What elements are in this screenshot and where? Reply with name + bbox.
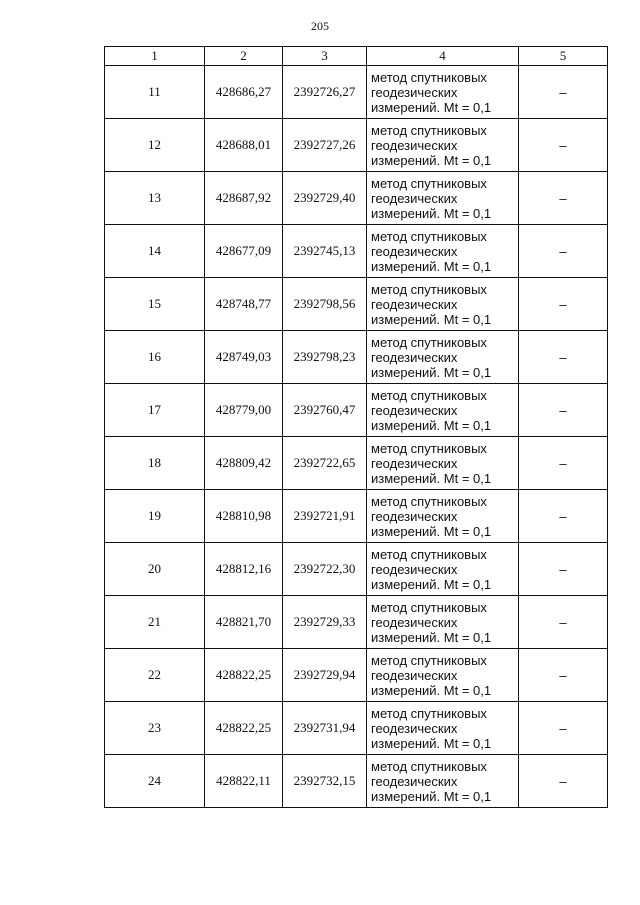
method-cell: [367, 437, 519, 490]
y-coordinate-cell: 2392729,40: [283, 172, 367, 225]
y-coordinate-cell: 2392798,56: [283, 278, 367, 331]
note-cell: –: [519, 384, 608, 437]
method-cell: [367, 649, 519, 702]
y-coordinate-cell: 2392729,94: [283, 649, 367, 702]
method-line: геодезических: [371, 402, 458, 418]
note-cell: –: [519, 649, 608, 702]
method-cell: [367, 172, 519, 225]
column-header: 4: [367, 47, 519, 66]
table-row: [105, 755, 608, 808]
method-line: геодезических: [371, 137, 458, 153]
method-line: метод спутниковых: [371, 387, 487, 403]
note-cell: –: [519, 278, 608, 331]
point-number-cell: 16: [105, 331, 205, 384]
method-line: метод спутниковых: [371, 175, 487, 191]
method-line: геодезических: [371, 614, 458, 630]
method-line: измерений. Mt = 0,1: [371, 629, 492, 645]
x-coordinate-cell: 428748,77: [205, 278, 283, 331]
method-cell: [367, 225, 519, 278]
method-cell: [367, 331, 519, 384]
note-cell: –: [519, 172, 608, 225]
point-number-cell: 21: [105, 596, 205, 649]
x-coordinate-cell: 428822,25: [205, 702, 283, 755]
method-line: метод спутниковых: [371, 546, 487, 562]
method-cell: [367, 66, 519, 119]
page-number: 205: [311, 19, 329, 33]
point-number-cell: 12: [105, 119, 205, 172]
y-coordinate-cell: 2392729,33: [283, 596, 367, 649]
note-cell: –: [519, 755, 608, 808]
x-coordinate-cell: 428822,25: [205, 649, 283, 702]
method-line: измерений. Mt = 0,1: [371, 205, 492, 221]
table-row: [105, 384, 608, 437]
y-coordinate-cell: 2392745,13: [283, 225, 367, 278]
x-coordinate-cell: 428677,09: [205, 225, 283, 278]
method-line: измерений. Mt = 0,1: [371, 788, 492, 804]
x-coordinate-cell: 428688,01: [205, 119, 283, 172]
x-coordinate-cell: 428821,70: [205, 596, 283, 649]
point-number-cell: 23: [105, 702, 205, 755]
method-line: геодезических: [371, 508, 458, 524]
method-line: геодезических: [371, 720, 458, 736]
method-line: измерений. Mt = 0,1: [371, 576, 492, 592]
point-number-cell: 20: [105, 543, 205, 596]
method-line: геодезических: [371, 243, 458, 259]
method-line: геодезических: [371, 190, 458, 206]
method-line: геодезических: [371, 349, 458, 365]
method-cell: [367, 755, 519, 808]
method-line: метод спутниковых: [371, 440, 487, 456]
x-coordinate-cell: 428812,16: [205, 543, 283, 596]
method-line: геодезических: [371, 296, 458, 312]
column-header: 5: [519, 47, 608, 66]
method-line: измерений. Mt = 0,1: [371, 682, 492, 698]
point-number-cell: 22: [105, 649, 205, 702]
point-number-cell: 19: [105, 490, 205, 543]
method-line: геодезических: [371, 667, 458, 683]
note-cell: –: [519, 331, 608, 384]
y-coordinate-cell: 2392722,30: [283, 543, 367, 596]
point-number-cell: 14: [105, 225, 205, 278]
method-line: метод спутниковых: [371, 493, 487, 509]
x-coordinate-cell: 428779,00: [205, 384, 283, 437]
x-coordinate-cell: 428822,11: [205, 755, 283, 808]
table-row: [105, 66, 608, 119]
note-cell: –: [519, 702, 608, 755]
method-line: измерений. Mt = 0,1: [371, 99, 492, 115]
note-cell: –: [519, 437, 608, 490]
note-cell: –: [519, 596, 608, 649]
table-header-row: [105, 47, 608, 66]
y-coordinate-cell: 2392732,15: [283, 755, 367, 808]
table-row: [105, 331, 608, 384]
method-line: метод спутниковых: [371, 281, 487, 297]
table-row: [105, 225, 608, 278]
y-coordinate-cell: 2392721,91: [283, 490, 367, 543]
method-line: измерений. Mt = 0,1: [371, 364, 492, 380]
y-coordinate-cell: 2392798,23: [283, 331, 367, 384]
method-line: геодезических: [371, 561, 458, 577]
point-number-cell: 18: [105, 437, 205, 490]
point-number-cell: 17: [105, 384, 205, 437]
method-cell: [367, 702, 519, 755]
method-cell: [367, 543, 519, 596]
method-line: геодезических: [371, 773, 458, 789]
table-row: [105, 490, 608, 543]
method-line: измерений. Mt = 0,1: [371, 735, 492, 751]
x-coordinate-cell: 428749,03: [205, 331, 283, 384]
table-row: [105, 596, 608, 649]
point-number-cell: 15: [105, 278, 205, 331]
method-cell: [367, 119, 519, 172]
method-line: измерений. Mt = 0,1: [371, 523, 492, 539]
method-line: геодезических: [371, 84, 458, 100]
method-line: метод спутниковых: [371, 122, 487, 138]
y-coordinate-cell: 2392722,65: [283, 437, 367, 490]
table-row: [105, 278, 608, 331]
y-coordinate-cell: 2392731,94: [283, 702, 367, 755]
column-header: 3: [283, 47, 367, 66]
note-cell: –: [519, 66, 608, 119]
point-number-cell: 13: [105, 172, 205, 225]
method-cell: [367, 490, 519, 543]
note-cell: –: [519, 490, 608, 543]
x-coordinate-cell: 428686,27: [205, 66, 283, 119]
y-coordinate-cell: 2392727,26: [283, 119, 367, 172]
x-coordinate-cell: 428687,92: [205, 172, 283, 225]
point-number-cell: 24: [105, 755, 205, 808]
method-line: измерений. Mt = 0,1: [371, 311, 492, 327]
method-line: метод спутниковых: [371, 652, 487, 668]
point-number-cell: 11: [105, 66, 205, 119]
coordinates-table: [104, 46, 608, 808]
table-row: [105, 702, 608, 755]
note-cell: –: [519, 119, 608, 172]
method-cell: [367, 384, 519, 437]
x-coordinate-cell: 428809,42: [205, 437, 283, 490]
y-coordinate-cell: 2392760,47: [283, 384, 367, 437]
method-line: метод спутниковых: [371, 705, 487, 721]
note-cell: –: [519, 225, 608, 278]
method-line: метод спутниковых: [371, 334, 487, 350]
column-header: 1: [105, 47, 205, 66]
method-line: измерений. Mt = 0,1: [371, 470, 492, 486]
note-cell: –: [519, 543, 608, 596]
column-header: 2: [205, 47, 283, 66]
method-line: метод спутниковых: [371, 69, 487, 85]
x-coordinate-cell: 428810,98: [205, 490, 283, 543]
method-line: измерений. Mt = 0,1: [371, 152, 492, 168]
table-row: [105, 119, 608, 172]
table-row: [105, 543, 608, 596]
table-row: [105, 649, 608, 702]
method-cell: [367, 596, 519, 649]
table-row: [105, 437, 608, 490]
method-cell: [367, 278, 519, 331]
method-line: геодезических: [371, 455, 458, 471]
method-line: метод спутниковых: [371, 599, 487, 615]
method-line: измерений. Mt = 0,1: [371, 258, 492, 274]
table-row: [105, 172, 608, 225]
method-line: метод спутниковых: [371, 758, 487, 774]
method-line: метод спутниковых: [371, 228, 487, 244]
method-line: измерений. Mt = 0,1: [371, 417, 492, 433]
y-coordinate-cell: 2392726,27: [283, 66, 367, 119]
